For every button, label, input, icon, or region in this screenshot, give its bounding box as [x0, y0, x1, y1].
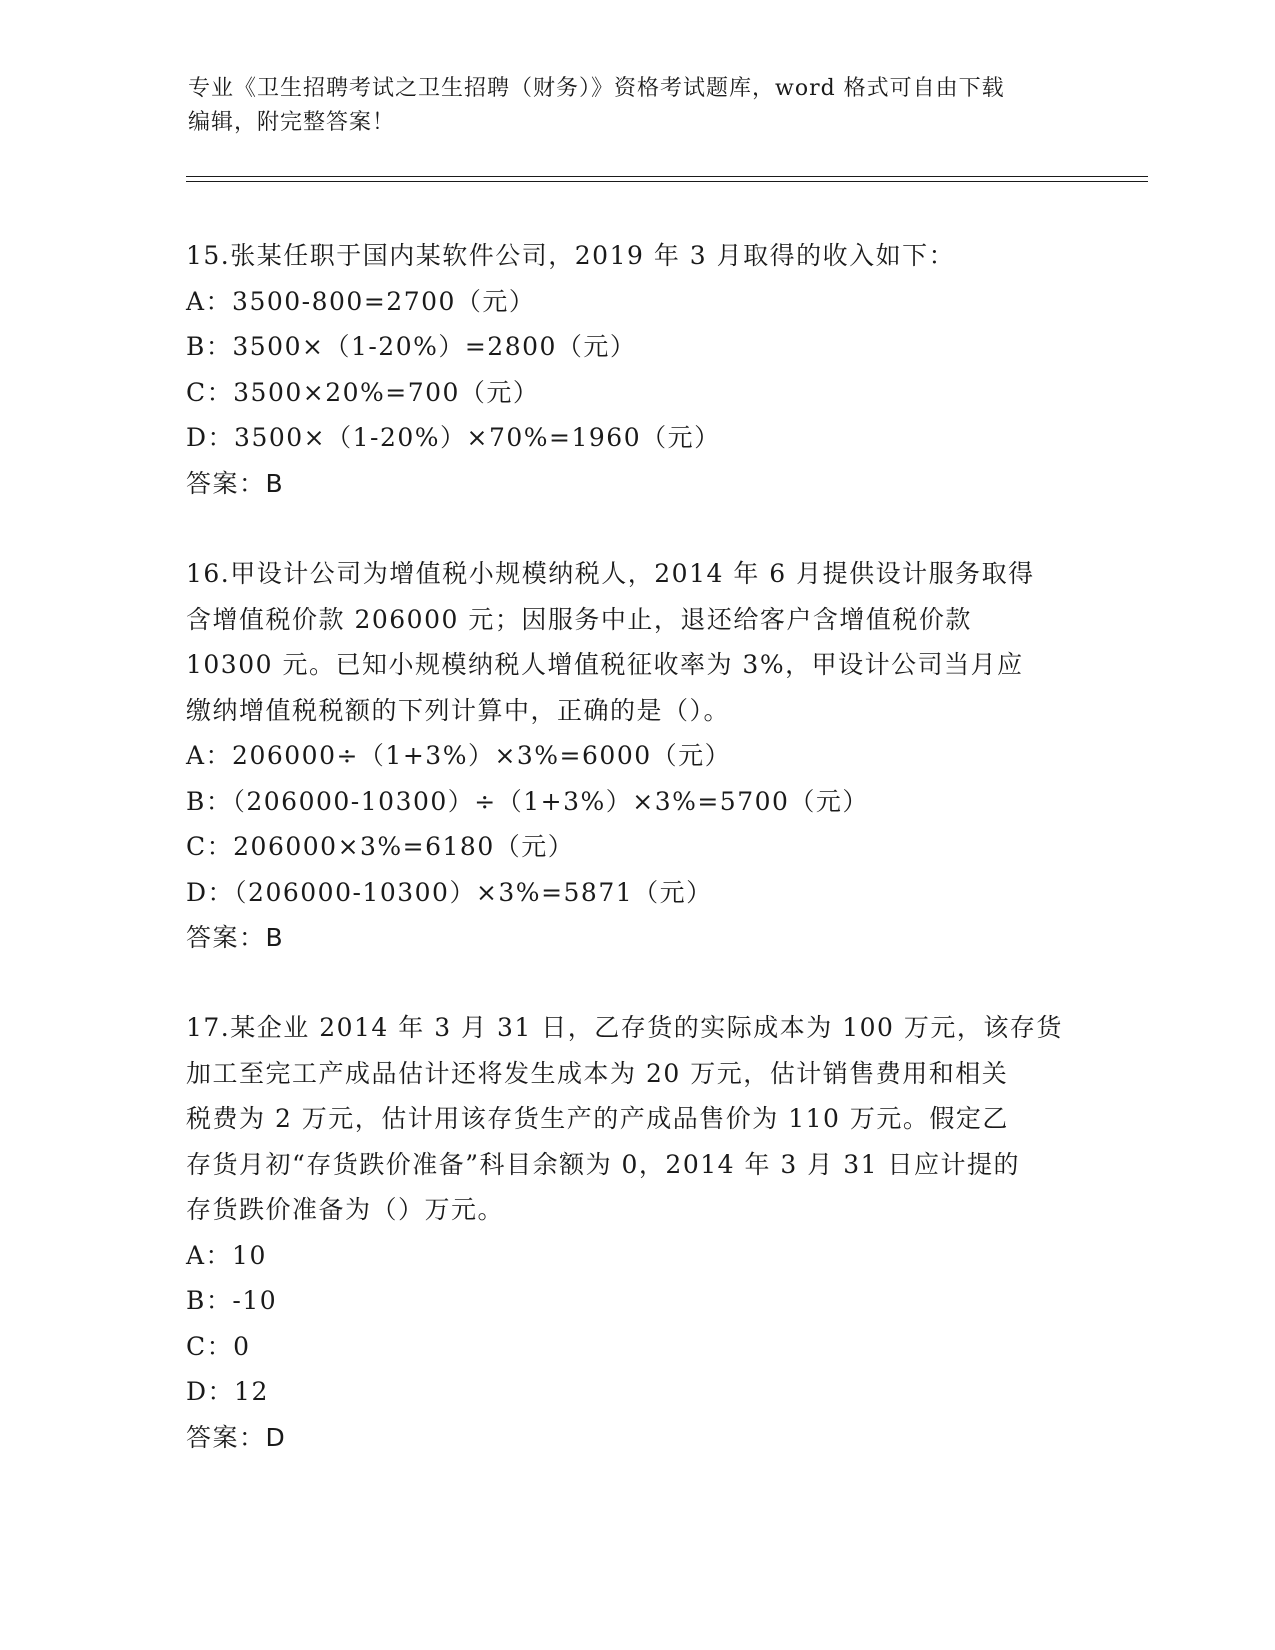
option-d: D：（206000-10300）×3%=5871（元） [186, 877, 713, 907]
option-d: D：3500×（1-20%）×70%=1960（元） [186, 423, 721, 452]
question-17 [186, 1005, 1086, 1460]
header-divider-top [186, 176, 1148, 177]
question-stem-line: 税费为 2 万元，估计用该存货生产的产成品售价为 110 万元。假定乙 [186, 1104, 1009, 1133]
question-15 [186, 233, 1086, 506]
question-stem-line: 存货月初“存货跌价准备”科目余额为 0，2014 年 3 月 31 日应计提的 [186, 1149, 1020, 1179]
option-a: A：3500-800=2700（元） [186, 286, 536, 316]
document-header [188, 72, 1068, 140]
question-stem-line: 16.甲设计公司为增值税小规模纳税人，2014 年 6 月提供设计服务取得 [186, 559, 1035, 588]
option-b: B：（206000-10300）÷（1+3%）×3%=5700（元） [186, 786, 869, 816]
question-stem-line: 存货跌价准备为（）万元。 [186, 1195, 505, 1224]
header-divider-bottom [186, 181, 1148, 182]
option-b: B：3500×（1-20%）=2800（元） [186, 332, 637, 361]
option-c: C：206000×3%=6180（元） [186, 832, 575, 861]
question-stem-line: 10300 元。已知小规模纳税人增值税征收率为 3%，甲设计公司当月应 [186, 650, 1024, 679]
question-stem-line: 含增值税价款 206000 元；因服务中止，退还给客户含增值税价款 [186, 604, 972, 634]
option-b: B：-10 [186, 1286, 278, 1315]
answer-label: 答案：B [186, 468, 285, 498]
option-d: D：12 [186, 1377, 269, 1406]
question-16 [186, 551, 1086, 961]
option-c: C：3500×20%=700（元） [186, 377, 540, 407]
answer-label: 答案：D [186, 1422, 287, 1452]
header-line-1: 专业《卫生招聘考试之卫生招聘（财务）》资格考试题库，word 格式可自由下载 [188, 76, 1005, 101]
question-stem-line: 17.某企业 2014 年 3 月 31 日，乙存货的实际成本为 100 万元，该存货 [186, 1013, 1063, 1042]
option-c: C：0 [186, 1331, 251, 1361]
header-line-2: 编辑，附完整答案！ [188, 110, 396, 135]
answer-label: 答案：B [186, 923, 285, 952]
option-a: A：10 [186, 1240, 267, 1270]
option-a: A：206000÷（1+3%）×3%=6000（元） [186, 741, 732, 770]
question-stem-line: 缴纳增值税税额的下列计算中，正确的是（）。 [186, 695, 731, 725]
question-stem-line: 15.张某任职于国内某软件公司，2019 年 3 月取得的收入如下： [186, 241, 956, 270]
question-stem-line: 加工至完工产成品估计还将发生成本为 20 万元，估计销售费用和相关 [186, 1058, 1009, 1088]
